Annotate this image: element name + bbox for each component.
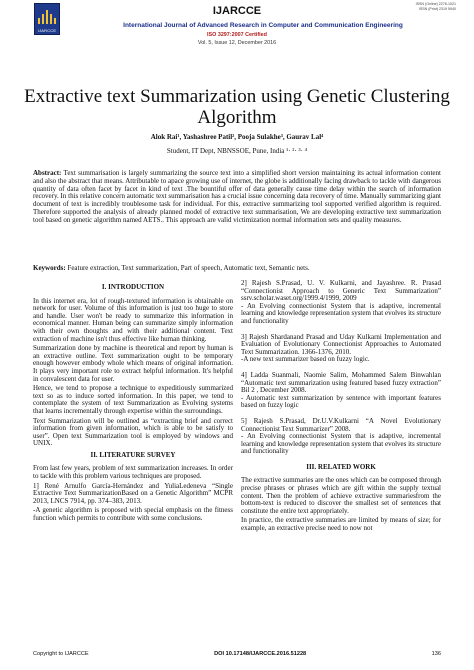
abstract-label: Abstract: [33, 169, 62, 177]
right-column [241, 280, 441, 535]
keywords-text: Feature extraction, Text summarization, Part of speech, Automatic text, Semantic nets. [65, 264, 310, 272]
issn-print: ISSN (Print) 2319 5940 [418, 7, 456, 11]
literature-reference: 1] René Arnulfo García-Hernández and YuliaLedeneva “Single Extractive Text SummarizationBased on a Genetic Algorithm” MCPR 2013, LNCS 7914, pp. 374–383, 2013. [33, 481, 233, 505]
journal-title: International Journal of Advanced Research in Computer and Communication Engineering [123, 22, 403, 29]
journal-acronym: IJARCCE [212, 5, 262, 17]
footer-copyright: Copyright to IJARCCE [33, 651, 89, 657]
reference-note: - An Evolving connectionist System that is adaptive, incremental learning and knowledge representation system that evolves its structure and functionality [241, 432, 441, 456]
footer-doi: DOI 10.17148/IJARCCE.2016.51228 [214, 651, 307, 657]
reference-note: -A new text summarizer based on fuzzy logic. [241, 355, 370, 364]
reference-note: - An Evolving connectionist System that is adaptive, incremental learning and knowledge representation system that evolves its structure and functionality [241, 301, 441, 325]
section-heading-introduction: I. INTRODUCTION [101, 283, 165, 291]
left-column [33, 280, 233, 525]
related-paragraph: The extractive summaries are the ones which can be composed through precise phrases or phrases which are gift within the supply textual content. Then the problem of achieve extractive summariesfrom the bottom-text is reduced to discover the smallest set of sentences that constitute the entire text appropriately. [241, 476, 441, 515]
page-number: 136 [431, 651, 441, 657]
reference-note: - Automatic text summarization by sentence with important features based on fuzzy logic [241, 393, 441, 410]
reference-entry: 3] Rajesh Shardanand Prasad and Uday Kulkarni Implementation and Evaluation of Evolutionary Connectionist Approaches to Automated Text Summarization. 1366-1376, 2010. [241, 332, 441, 356]
paper-title: Extractive text Summarization using Genetic Clustering Algorithm [24, 86, 450, 128]
keywords-label: Keywords: [33, 264, 66, 272]
section-heading-literature-survey: II. LITERATURE SURVEY [90, 450, 176, 459]
logo-text: IJARCCE [37, 28, 57, 33]
section-heading-related-work: III. RELATED WORK [306, 462, 376, 471]
issn-online: ISSN (Online) 2278-1021 [415, 2, 456, 6]
keywords [33, 265, 441, 273]
page-footer [33, 651, 441, 657]
intro-paragraph: Text Summarization will be outlined as “extracting brief and correct information from given information, which is able to be satisfy to user”. Open text Summarization tool is employed by windows and UNIX. [33, 416, 233, 448]
reference-entry: 2] Rajesh S.Prasad, U. V. Kulkarni, and Jayashree. R. Prasad “Connectionist Approach to Generic Text Summarization” ssrv.scholar.waset.org/1999.4/1999, 2009 [241, 279, 441, 303]
intro-paragraph: Hence, we tend to propose a technique to expeditiously summarized text so as to induce sorted information. In this paper, we tend to contemplate the system of text Summarization as Evolving systems that learns incrementally through expertise within the surroundings. [33, 384, 233, 415]
paper-authors: Alok Rai¹, Yashashree Patil², Pooja Sulakhe³, Gaurav Lal⁴ [150, 133, 324, 141]
reference-entry: 5] Rajesh S.Prasad, Dr.U.V.Kulkarni “A Novel Evolutionary Connectionist Text Summarizer” 2008. [241, 416, 441, 433]
reference-entry: 4] Ladda Suanmali, Naomie Salim, Mohammed Salem Binwahlan “Automatic text summarization using featured based fuzzy extraction” Bil 2 , December 2008. [241, 370, 441, 395]
abstract-text: Text summarisation is largely summarizing the source text into a simplified short version maintaining its actual information content and also the abstract that means. Attributable to apace growing use of internet, the globe is additionally facing drawback to tackle with dangerous quantity of data often facet by facet in kind of text .The bountiful offer of data generally cause time delay within the search of information recovery. In this relative concern automatic text summarisation has a crucial issue concerning data recovery of time. Manually summarizing giant document of text is incredibly troublesome task for individual. For this, extractive summarizing tool supported verified algorithm is required. Therefore supported the analysis of already planned model of extractive text summarisation, We are developing extractive text summarization tool based on genetic algorithm named AETS.. This approach are valid victimization normal information sets and quality measures. [33, 169, 441, 224]
intro-paragraph: In this internet era, lot of rough-textured information is obtainable on network for user. Volume of this information is just too huge to store and handle. User won't be ready to summarize this information in economical manner. Human being can summarize simply information with their own thoughts and with their additional content. Text extraction of machine isn't thus effective like human thinking. [33, 296, 233, 343]
iso-certification: ISO 3297:2007 Certified [207, 32, 267, 38]
intro-paragraph: Summarization done by machine is theoretical and report by human is an extractive outline. Text summarization ought to be temporary enough however embody whole which means of original information. It plays very important role to extract helpful information. It's helpful in convalescent data for user. [33, 344, 233, 383]
abstract [33, 170, 441, 225]
literature-note: -A genetic algorithm is proposed with special emphasis on the fitness function which permits to contribute with some conclusions. [33, 506, 233, 523]
volume-issue: Vol. 5, Issue 12, December 2016 [197, 40, 277, 46]
issn-block [416, 2, 456, 12]
related-paragraph: In practice, the extractive summaries are limited by means of size; for example, an extractive precise need to now not [241, 516, 441, 533]
literature-paragraph: From last few years, problem of text summarization increases. In order to tackle with this problem various techniques are proposed. [33, 464, 233, 481]
author-affiliation: Student, IT Dept, NBNSSOE, Pune, India ¹· ²· ³· ⁴ [166, 147, 308, 155]
